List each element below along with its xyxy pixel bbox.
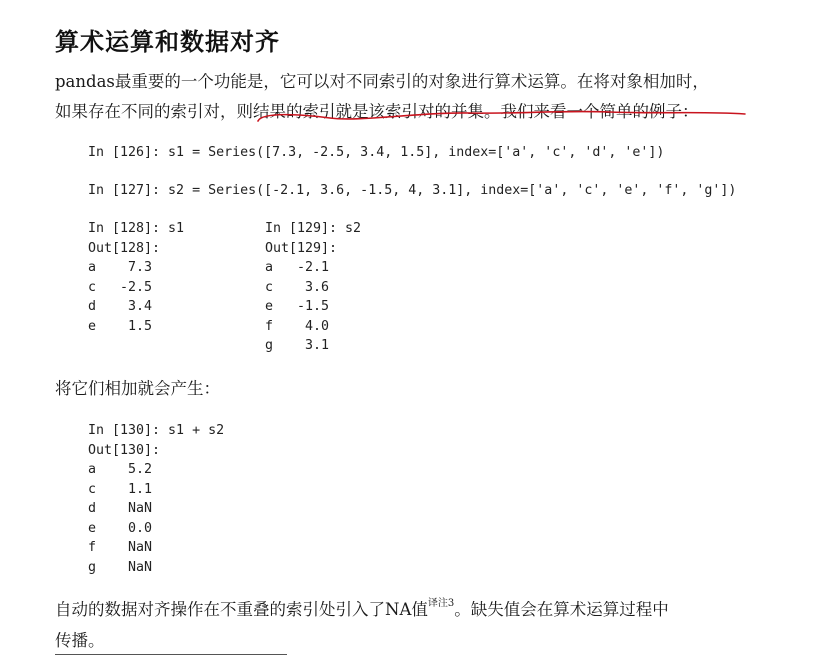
code-in-126: In [126]: s1 = Series([7.3, -2.5, 3.4, 1.5], index=['a', 'c', 'd', 'e']) xyxy=(88,145,665,160)
outro-line-2: 传播。 xyxy=(55,631,105,650)
s1-in: In [128]: s1 xyxy=(88,221,185,236)
intro-line-2-start: 如果存在不同的索引对， xyxy=(55,102,237,121)
s2-row: f 4.0 xyxy=(265,318,330,334)
footnote-divider xyxy=(55,654,287,655)
code-in-127: In [127]: s2 = Series([-2.1, 3.6, -1.5, 4, 3.1], index=['a', 'c', 'e', 'f', 'g']) xyxy=(88,183,737,198)
s1-row: c -2.5 xyxy=(88,279,153,295)
s1-output-block xyxy=(88,219,184,336)
sum-intro: 将它们相加就会产生： xyxy=(55,379,220,398)
sum-row: e 0.0 xyxy=(88,520,153,536)
s2-row: g 3.1 xyxy=(265,338,330,353)
s2-row: e -1.5 xyxy=(265,299,330,314)
outro-text-a: 自动的数据对齐操作在不重叠的索引处引入了NA值 xyxy=(55,600,428,619)
intro-line-1: pandas最重要的一个功能是，它可以对不同索引的对象进行算术运算。在将对象相加时， xyxy=(55,72,709,91)
s2-row: a -2.1 xyxy=(265,260,330,275)
s1-row: d 3.4 xyxy=(88,299,153,314)
sum-row: g NaN xyxy=(88,559,153,575)
sum-in: In [130]: s1 + s2 xyxy=(88,423,225,438)
sum-row: f NaN xyxy=(88,540,153,555)
sum-row: a 5.2 xyxy=(88,462,153,477)
sum-row: c 1.1 xyxy=(88,481,153,497)
s2-out: Out[129]: xyxy=(265,240,338,256)
intro-line-2 xyxy=(55,98,699,122)
s1-out: Out[128]: xyxy=(88,240,161,256)
s1-row: a 7.3 xyxy=(88,260,153,275)
s2-output-block xyxy=(265,219,361,356)
outro-line-1 xyxy=(55,596,669,620)
intro-line-2-highlighted: 则结果的索引就是该索引对的并集。我们来看一个简单的例子： xyxy=(236,102,699,121)
sum-out: Out[130]: xyxy=(88,442,161,458)
sum-row: d NaN xyxy=(88,501,153,516)
section-title: 算术运算和数据对齐 xyxy=(55,28,280,56)
sum-output-block xyxy=(88,421,224,577)
outro-text-b: 。缺失值会在算术运算过程中 xyxy=(454,600,669,619)
s1-row: e 1.5 xyxy=(88,318,153,334)
s2-in: In [129]: s2 xyxy=(265,221,362,236)
translator-note-marker: 译注3 xyxy=(427,598,455,609)
s2-row: c 3.6 xyxy=(265,279,330,295)
